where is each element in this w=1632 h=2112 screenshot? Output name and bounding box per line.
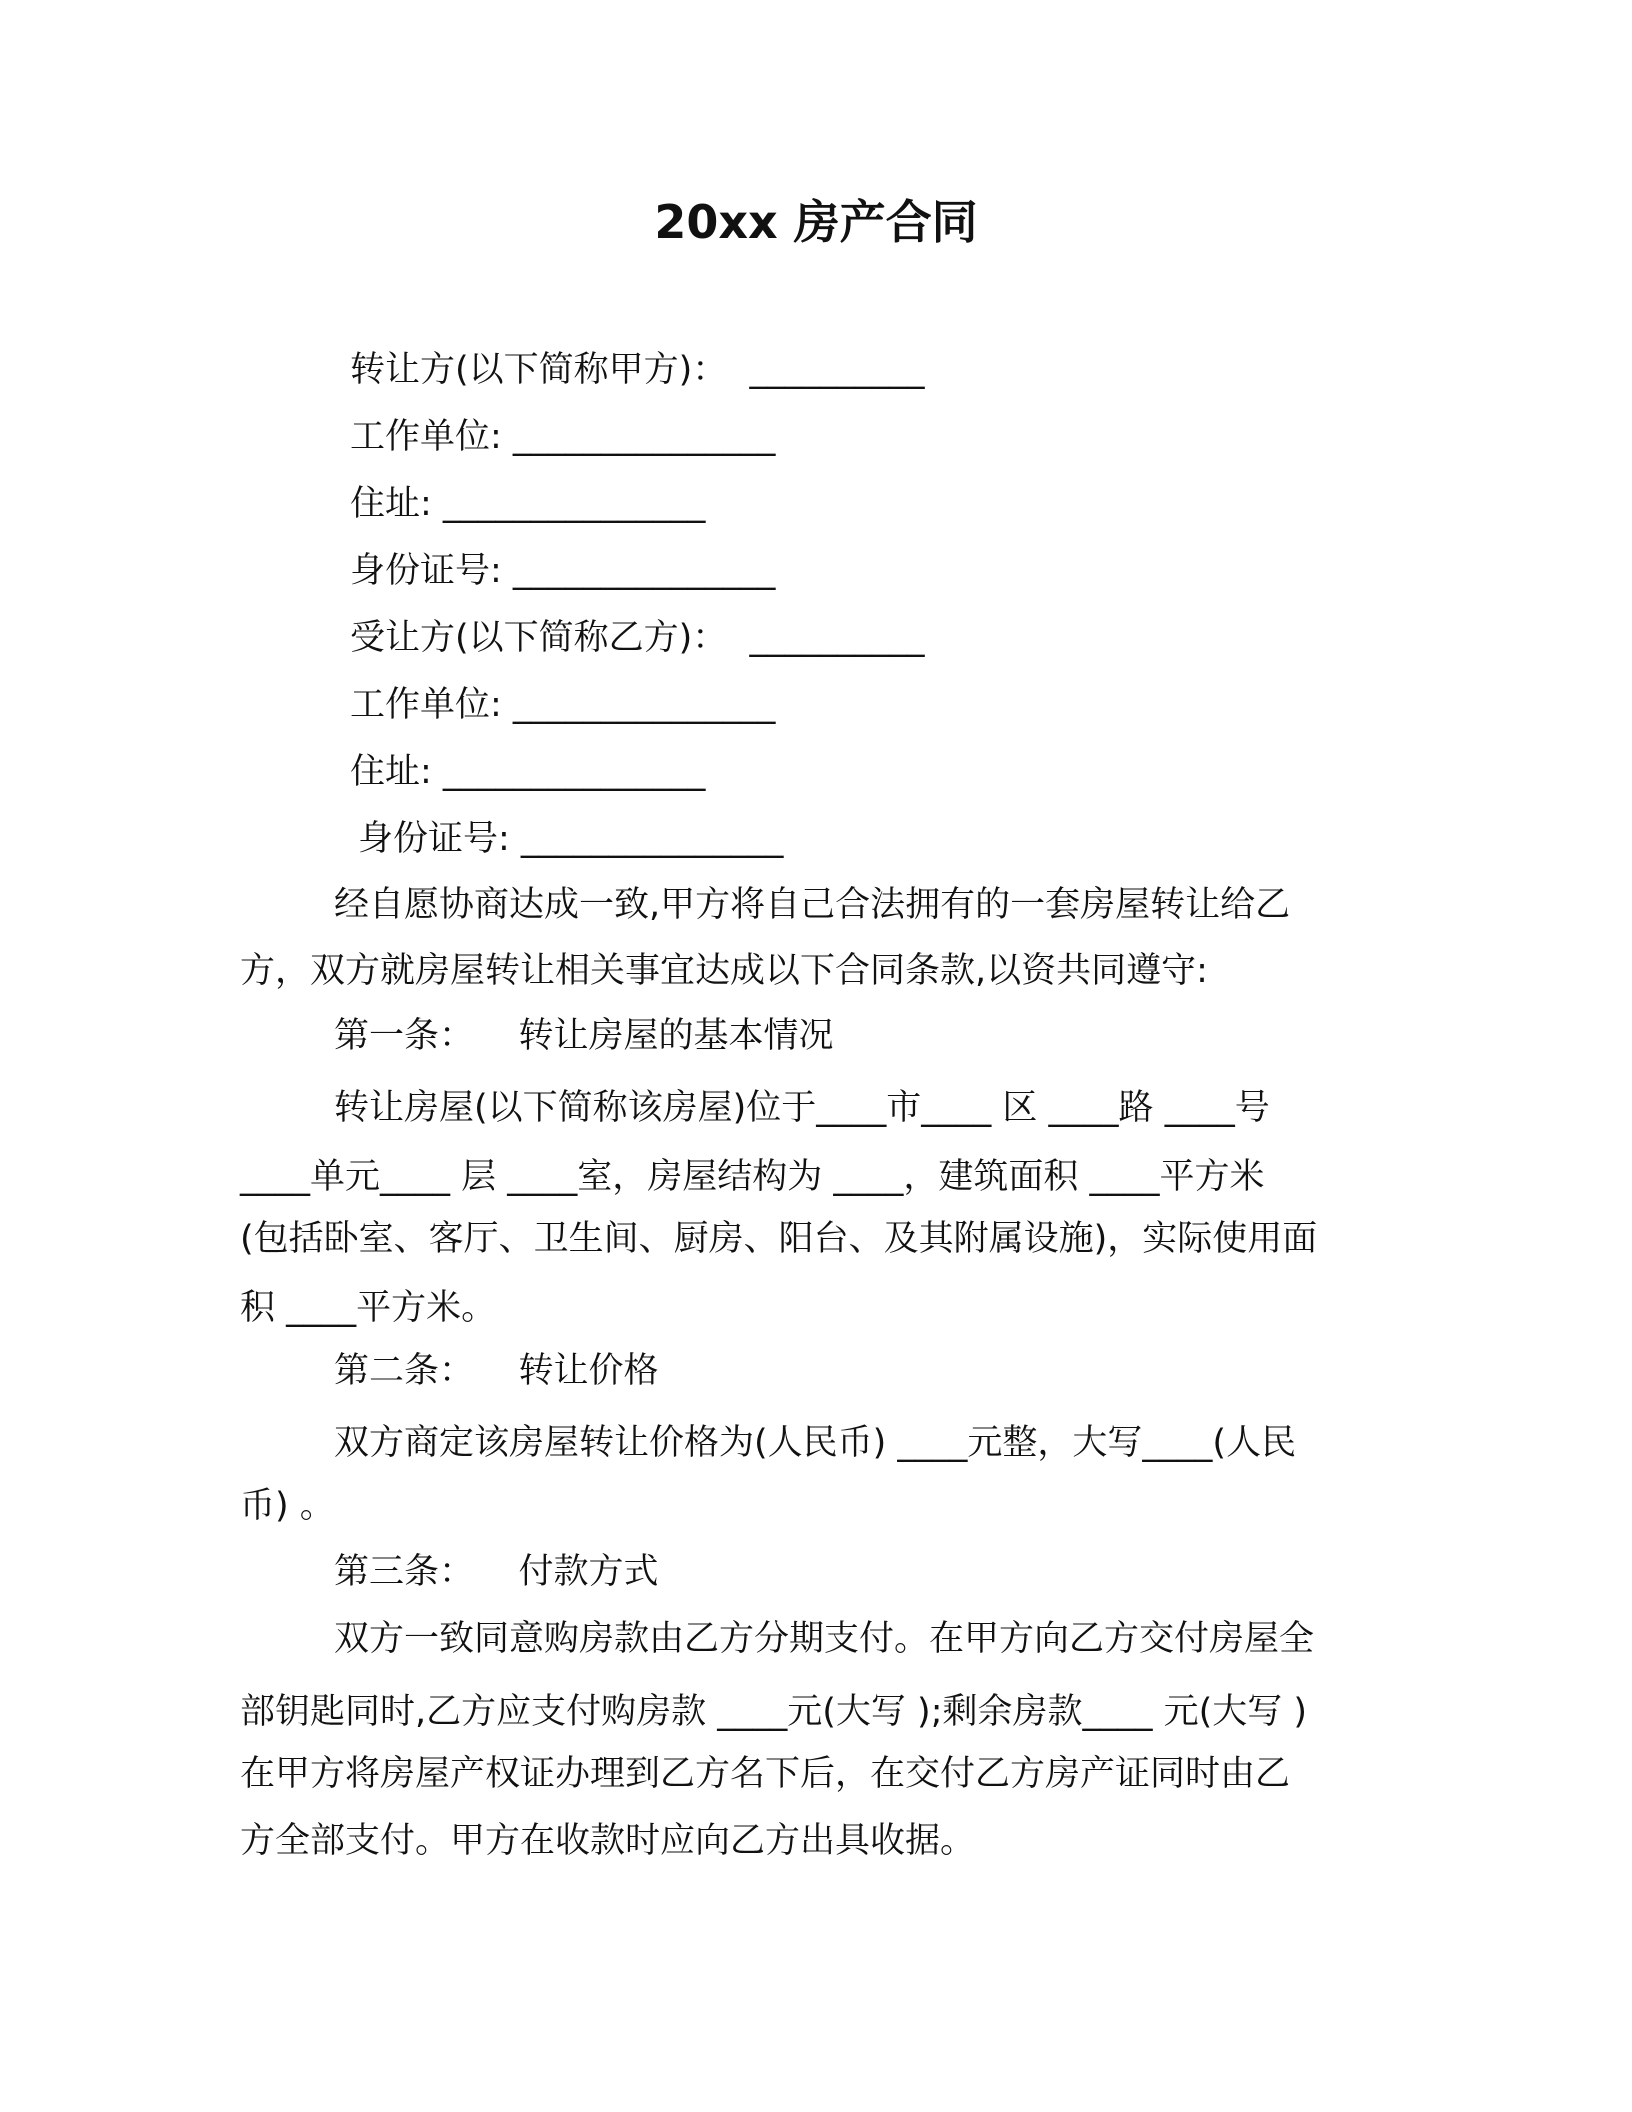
party-b-address: 住址: _______________	[350, 752, 706, 792]
party-b-work-unit: 工作单位: _______________	[350, 685, 776, 725]
article-2-heading: 第二条： 转让价格	[334, 1351, 659, 1391]
intro-line-1: 经自愿协商达成一致,甲方将自己合法拥有的一套房屋转让给乙	[334, 885, 1291, 925]
party-a-role: 转让方(以下简称甲方)： __________	[350, 350, 925, 390]
article-1-line-2: ____单元____ 层 ____室，房屋结构为 ____，建筑面积 ____平方米	[240, 1157, 1265, 1197]
article-1-line-3: (包括卧室、客厅、卫生间、厨房、阳台、及其附属设施)，实际使用面	[240, 1219, 1318, 1259]
article-3-heading: 第三条： 付款方式	[334, 1552, 659, 1592]
document-title: 20xx 房产合同	[654, 195, 978, 249]
article-1-line-1: 转让房屋(以下简称该房屋)位于____市____ 区 ____路 ____号	[334, 1088, 1270, 1128]
article-2-line-1: 双方商定该房屋转让价格为(人民币) ____元整，大写____(人民	[334, 1423, 1297, 1463]
article-3-line-2: 部钥匙同时,乙方应支付购房款 ____元(大写 );剩余房款____ 元(大写 )	[240, 1692, 1308, 1732]
party-a-address: 住址: _______________	[350, 484, 706, 524]
party-a-id-number: 身份证号: _______________	[350, 551, 776, 591]
article-1-heading: 第一条： 转让房屋的基本情况	[334, 1016, 834, 1056]
intro-line-2: 方，双方就房屋转让相关事宜达成以下合同条款,以资共同遵守:	[240, 951, 1208, 991]
party-a-work-unit: 工作单位: _______________	[350, 417, 776, 457]
article-2-line-2: 币) 。	[240, 1486, 335, 1526]
party-b-id-number: 身份证号: _______________	[358, 819, 784, 859]
article-1-line-4: 积 ____平方米。	[240, 1288, 497, 1328]
article-3-line-3: 在甲方将房屋产权证办理到乙方名下后，在交付乙方房产证同时由乙	[240, 1754, 1291, 1794]
article-3-line-4: 方全部支付。甲方在收款时应向乙方出具收据。	[240, 1821, 976, 1861]
party-b-role: 受让方(以下简称乙方)： __________	[350, 618, 925, 658]
article-3-line-1: 双方一致同意购房款由乙方分期支付。在甲方向乙方交付房屋全	[334, 1619, 1315, 1659]
